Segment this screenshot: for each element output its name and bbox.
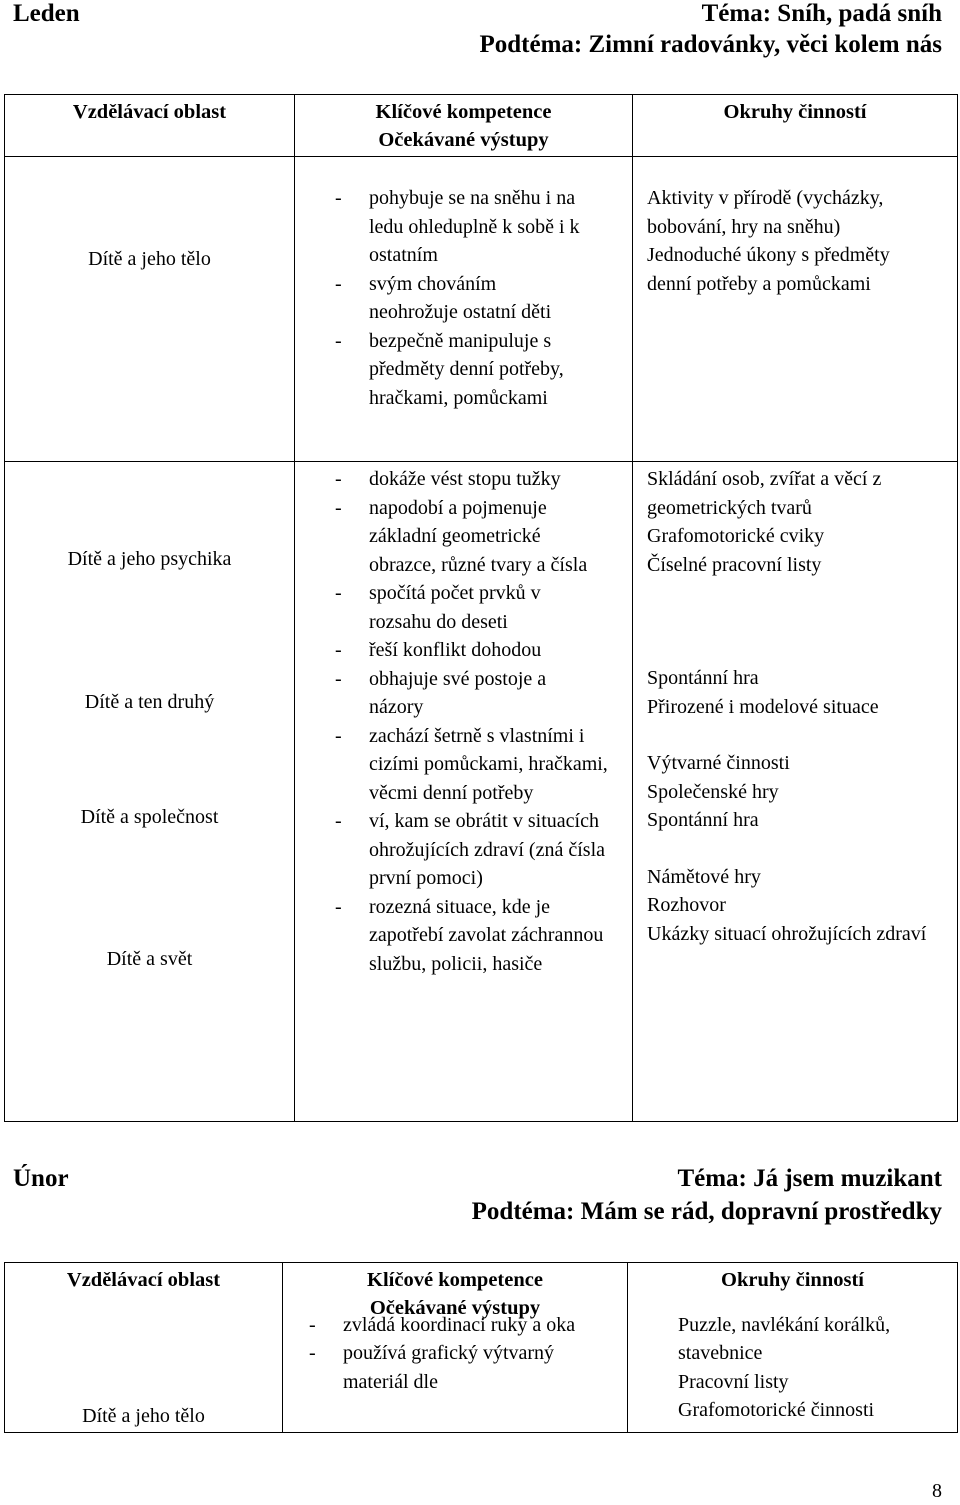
outcomes-list [307, 1311, 627, 1397]
list-item: - ví, kam se obrátit v situacích ohrožujících zdraví (zná čísla první pomoci) [333, 807, 614, 893]
activity-item: Číselné pracovní listy [647, 553, 822, 576]
header-competences-line2: Očekávané výstupy [369, 1297, 541, 1319]
activity-group [647, 749, 947, 835]
outcomes-cell [295, 462, 633, 1122]
header-competences-line1: Klíčové kompetence [375, 101, 552, 123]
header-competences-line2: Očekávané výstupy [378, 129, 549, 151]
activities-cell [628, 1313, 958, 1433]
area-cell [5, 1323, 283, 1433]
activity-group [647, 863, 937, 949]
activity-item: Grafomotorické činnosti [678, 1399, 875, 1421]
activity-item: Rozhovor [647, 894, 726, 916]
outcomes-cell [295, 157, 633, 462]
list-item: - napodobí a pojmenuje základní geometrické obrazce, různé tvary a čísla [333, 494, 599, 580]
area-label: Dítě a ten druhý [84, 691, 215, 713]
outcomes-list [333, 465, 622, 978]
table-row [5, 157, 958, 462]
table-row [5, 1323, 958, 1433]
list-item: - rozezná situace, kde je zapotřebí zavolat záchrannou službu, policii, hasiče [333, 893, 609, 979]
activity-item: Jednoduché úkony s předměty denní potřeby a pomůckami [647, 244, 890, 295]
outcomes-list [333, 184, 622, 412]
activity-item: Ukázky situací ohrožujících zdraví [647, 922, 927, 945]
activity-item: Spontánní hra [647, 809, 759, 831]
plan-table-leden [4, 94, 958, 1122]
list-item: - pohybuje se na sněhu i na ledu ohleduplně k sobě i k ostatním [333, 184, 609, 270]
activity-item: Puzzle, navlékání korálků, stavebnice [678, 1313, 891, 1364]
page-number: 8 [932, 1480, 942, 1502]
activity-item: Grafomotorické cviky [647, 525, 825, 547]
list-item: - spočítá počet prvků v rozsahu do deseti [333, 579, 579, 636]
activity-item: Pracovní listy [678, 1370, 789, 1393]
activity-item: Přirozené i modelové situace [647, 695, 879, 718]
plan-table-unor [4, 1262, 958, 1433]
header-activities: Okruhy činností [633, 95, 958, 157]
activities-cell [633, 157, 958, 462]
table-header-row [5, 95, 958, 157]
activity-group [678, 1311, 948, 1425]
list-item: - svým chováním neohrožuje ostatní děti [333, 270, 589, 327]
activity-item: Spontánní hra [647, 667, 759, 689]
header-area: Vzdělávací oblast [5, 1263, 283, 1323]
activity-item: Aktivity v přírodě (vycházky, bobování, hry na sněhu) [647, 187, 884, 238]
activity-item: Námětové hry [647, 865, 761, 888]
theme-title: Téma: Sníh, padá sníh [701, 0, 942, 27]
activity-group [647, 664, 947, 721]
area-label: Dítě a svět [106, 948, 193, 970]
list-item: - zachází šetrně s vlastními i cizími pomůckami, hračkami, věcmi denní potřeby [333, 722, 609, 808]
header-competences-line1: Klíčové kompetence [367, 1269, 543, 1291]
activity-item: Skládání osob, zvířat a věcí z geometrických tvarů [647, 468, 882, 519]
subtheme-title: Podtéma: Mám se rád, dopravní prostředky [471, 1198, 942, 1225]
header-area: Vzdělávací oblast [5, 95, 295, 157]
header-activities: Okruhy činností [628, 1263, 958, 1323]
list-item: - zvládá koordinaci ruky a oka [307, 1311, 603, 1340]
area-label: Dítě a jeho tělo [82, 1404, 205, 1427]
month-title: Leden [13, 0, 80, 27]
theme-title: Téma: Já jsem muzikant [677, 1165, 942, 1192]
table-row [5, 462, 958, 1122]
list-item: - obhajuje své postoje a názory [333, 665, 599, 722]
activity-item: Společenské hry [647, 780, 779, 803]
activities-cell [633, 462, 958, 1122]
outcomes-cell [283, 1313, 628, 1433]
activity-group [647, 465, 922, 579]
list-item: - používá grafický výtvarný materiál dle [307, 1339, 573, 1396]
month-title: Únor [13, 1165, 69, 1192]
area-label: Dítě a společnost [80, 806, 219, 828]
list-item: - řeší konflikt dohodou [333, 636, 614, 665]
list-item: - dokáže vést stopu tužky [333, 465, 614, 494]
list-item: - bezpečně manipuluje s předměty denní potřeby, hračkami, pomůckami [333, 327, 589, 413]
activity-item: Výtvarné činnosti [647, 752, 790, 774]
area-label: Dítě a jeho tělo [88, 248, 211, 270]
area-cell [5, 157, 295, 462]
area-label: Dítě a jeho psychika [67, 548, 232, 570]
header-competences [295, 95, 633, 157]
area-cell [5, 462, 295, 1122]
subtheme-title: Podtéma: Zimní radovánky, věci kolem nás [479, 31, 942, 58]
